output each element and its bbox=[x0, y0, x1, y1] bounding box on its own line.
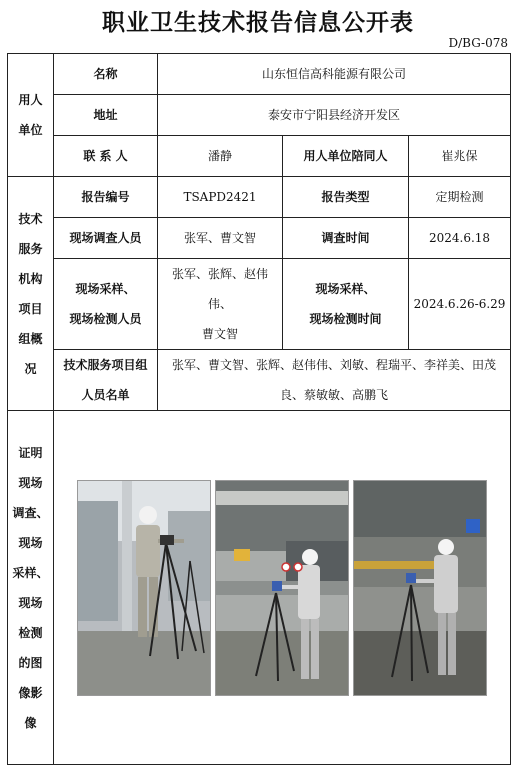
service-section-label: 技术 服务 机构 项目 组概 况 bbox=[8, 177, 54, 411]
team-value: 张军、曹文智、张辉、赵伟伟、刘敏、程瑞平、李祥美、田茂 良、蔡敏敏、高鹏飞 bbox=[158, 350, 511, 411]
disclosure-table bbox=[7, 53, 511, 765]
survey-time-value: 2024.6.18 bbox=[409, 218, 511, 259]
team-label: 技术服务项目组 人员名单 bbox=[54, 350, 158, 411]
escort-value: 崔兆保 bbox=[409, 136, 511, 177]
employer-section-label: 用人 单位 bbox=[8, 54, 54, 177]
page-title: 职业卫生技术报告信息公开表 bbox=[102, 10, 414, 36]
address-value: 泰安市宁阳县经济开发区 bbox=[158, 95, 511, 136]
report-type-value: 定期检测 bbox=[409, 177, 511, 218]
document-number: D/BG-078 bbox=[448, 36, 508, 50]
photo-area bbox=[54, 411, 511, 765]
address-label: 地址 bbox=[54, 95, 158, 136]
contact-label: 联 系 人 bbox=[54, 136, 158, 177]
name-label: 名称 bbox=[54, 54, 158, 95]
report-type-label: 报告类型 bbox=[283, 177, 409, 218]
name-value: 山东恒信高科能源有限公司 bbox=[158, 54, 511, 95]
report-no-label: 报告编号 bbox=[54, 177, 158, 218]
escort-label: 用人单位陪同人 bbox=[283, 136, 409, 177]
site-photo-2 bbox=[215, 480, 349, 696]
report-no-value: TSAPD2421 bbox=[158, 177, 283, 218]
survey-time-label: 调查时间 bbox=[283, 218, 409, 259]
site-photo-1 bbox=[77, 480, 211, 696]
sampling-time-label: 现场采样、 现场检测时间 bbox=[283, 259, 409, 350]
sampling-time-value: 2024.6.26-6.29 bbox=[409, 259, 511, 350]
sampling-staff-label: 现场采样、 现场检测人员 bbox=[54, 259, 158, 350]
sampling-staff-value: 张军、张辉、赵伟伟、 曹文智 bbox=[158, 259, 283, 350]
contact-value: 潘静 bbox=[158, 136, 283, 177]
survey-staff-label: 现场调查人员 bbox=[54, 218, 158, 259]
site-photo-3 bbox=[353, 480, 487, 696]
evidence-section-label: 证明 现场 调查、 现场 采样、 现场 检测 的图 像影 像 bbox=[8, 411, 54, 765]
survey-staff-value: 张军、曹文智 bbox=[158, 218, 283, 259]
